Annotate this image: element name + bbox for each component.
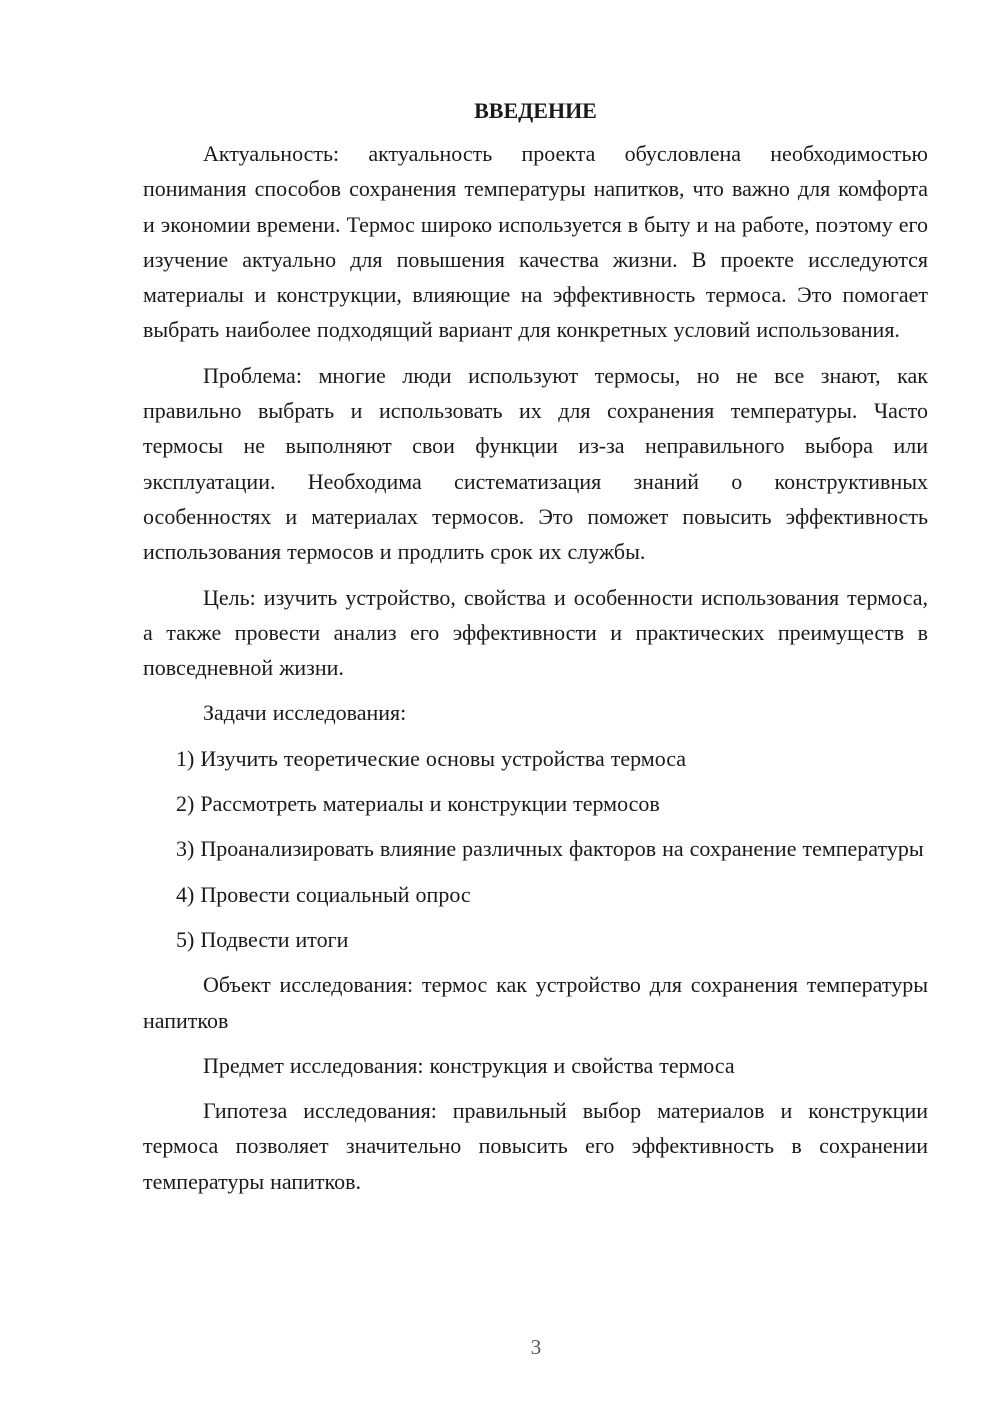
paragraph-problem: Проблема: многие люди используют термосы, но не все знают, как правильно выбрать и использовать их для сохранения температуры. Часто термосы не выполняют свои функции из-за неправильного выбора или эксплуатации. Необходима систематизация знаний о конструктивных особенностях и материалах термосов. Это поможет повысить эффективность использования термосов и продлить срок их службы.	[143, 362, 928, 565]
paragraph-goal: Цель: изучить устройство, свойства и особенности использования термоса, а также провести анализ его эффективности и практических преимуществ в повседневной жизни.	[143, 584, 928, 681]
paragraph-hypothesis: Гипотеза исследования: правильный выбор материалов и конструкции термоса позволяет значительно повысить его эффективность в сохранении температуры напитков.	[143, 1098, 928, 1194]
document-page	[143, 96, 928, 1209]
list-item-task-2: 2) Рассмотреть материалы и конструкции термосов	[176, 791, 660, 817]
paragraph-object: Объект исследования: термос как устройство для сохранения температуры напитков	[143, 972, 928, 1033]
list-item-task-4: 4) Провести социальный опрос	[176, 881, 471, 907]
paragraph-subject: Предмет исследования: конструкция и свойства термоса	[203, 1052, 735, 1078]
paragraph-tasks-heading: Задачи исследования:	[203, 700, 407, 726]
list-item-task-5: 5) Подвести итоги	[176, 926, 349, 952]
list-item-task-1: 1) Изучить теоретические основы устройства термоса	[176, 745, 687, 771]
list-item-task-3: 3) Проанализировать влияние различных факторов на сохранение температуры	[176, 836, 924, 862]
paragraph-relevance: Актуальность: актуальность проекта обусловлена необходимостью понимания способов сохранения температуры напитков, что важно для комфорта и экономии времени. Термос широко используется в быту и на работе, поэтому его изучение актуально для повышения качества жизни. В проекте исследуются материалы и конструкции, влияющие на эффективность термоса. Это помогает выбрать наиболее подходящий вариант для конкретных условий использования.	[143, 141, 928, 343]
section-title: ВВЕДЕНИЕ	[474, 98, 597, 123]
page-number: 3	[530, 1335, 542, 1359]
